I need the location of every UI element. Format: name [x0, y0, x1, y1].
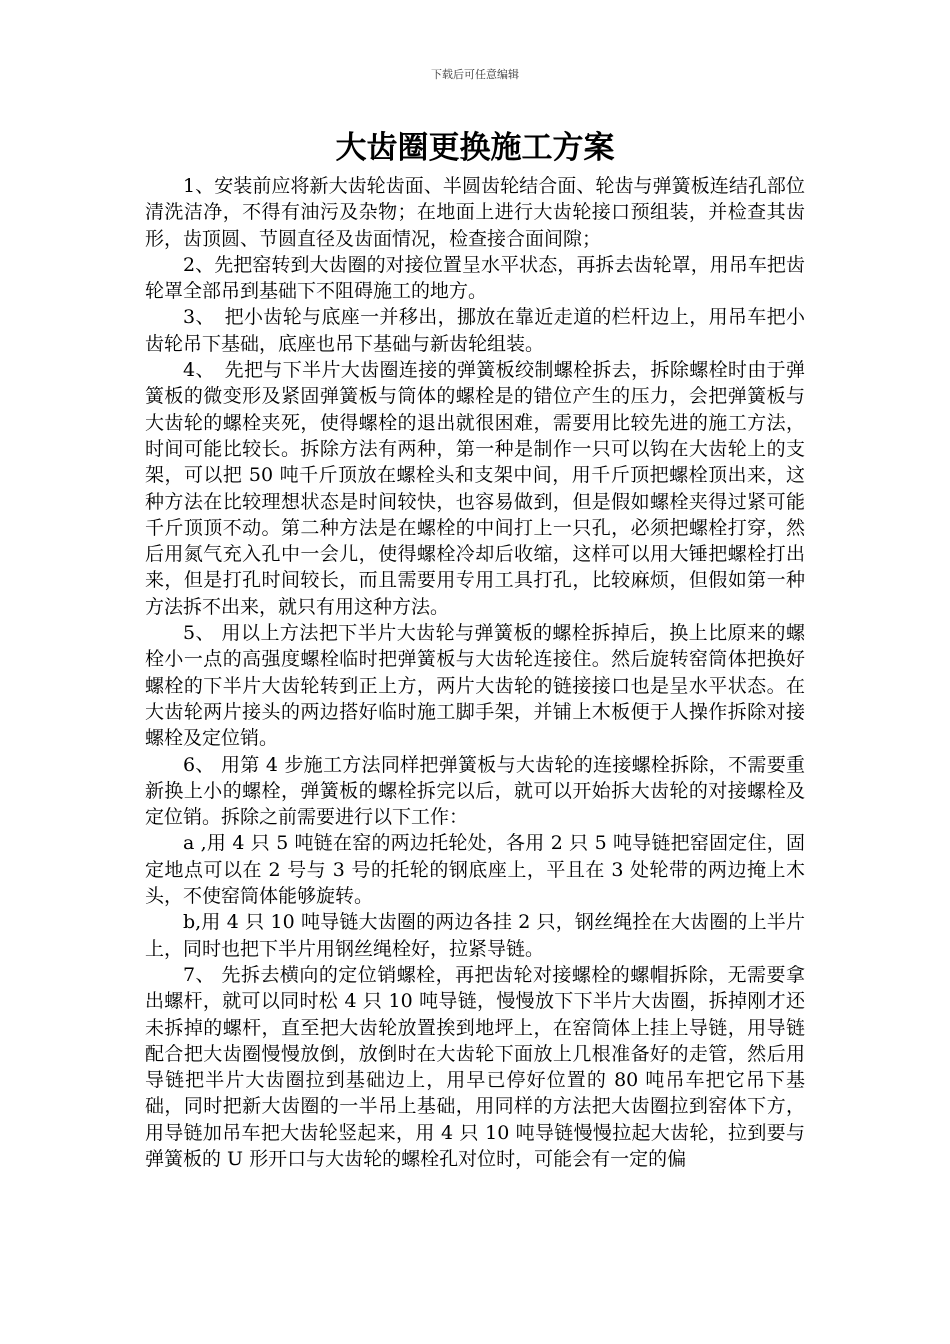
paragraph-step-5: 5、 用以上方法把下半片大齿轮与弹簧板的螺栓拆掉后，换上比原来的螺栓小一点的高强度螺栓临时把弹簧板与大齿轮连接住。然后旋转窑筒体把换好螺栓的下半片大齿轮转到正上方，两片大齿轮的链接接口也是呈水平状态。在大齿轮两片接头的两边搭好临时施工脚手架，并铺上木板便于人操作拆除对接螺栓及定位销。 — [145, 622, 805, 750]
document-title: 大齿圈更换施工方案 — [335, 130, 615, 166]
header-note: 下载后可任意编辑 — [431, 68, 519, 81]
paragraph-step-6: 6、 用第 4 步施工方法同样把弹簧板与大齿轮的连接螺栓拆除，不需要重新换上小的螺栓，弹簧板的螺栓拆完以后，就可以开始拆大齿轮的对接螺栓及定位销。拆除之前需要进行以下工作： — [145, 753, 805, 829]
paragraph-step-7: 7、 先拆去横向的定位销螺栓，再把齿轮对接螺栓的螺帽拆除，无需要拿出螺杆，就可以同时松 4 只 10 吨导链，慢慢放下下半片大齿圈，拆掉刚才还未拆掉的螺杆，直至把大齿轮放置挨到地坪上，在窑筒体上挂上导链，用导链配合把大齿圈慢慢放倒，放倒时在大齿轮下面放上几根准备好的走管，然后用导链把半片大齿圈拉到基础边上，用早已停好位置的 80 吨吊车把它吊下基础，同时把新大齿圈的一半吊上基础，用同样的方法把大齿圈拉到窑体下方，用导链加吊车把大齿轮竖起来，用 4 只 10 吨导链慢慢拉起大齿轮，拉到要与弹簧板的 U 形开口与大齿轮的螺栓孔对位时，可能会有一定的偏 — [145, 963, 805, 1170]
paragraph-step-2: 2、先把窑转到大齿圈的对接位置呈水平状态，再拆去齿轮罩，用吊车把齿轮罩全部吊到基础下不阻碍施工的地方。 — [145, 253, 805, 303]
paragraph-step-3: 3、 把小齿轮与底座一并移出，挪放在靠近走道的栏杆边上，用吊车把小齿轮吊下基础，底座也吊下基础与新齿轮组装。 — [145, 306, 805, 355]
paragraph-step-6a: a ,用 4 只 5 吨链在窑的两边托轮处，各用 2 只 5 吨导链把窑固定住，固定地点可以在 2 号与 3 号的托轮的钢底座上，平且在 3 处轮带的两边掩上木头，不使窑筒体能够旋转。 — [145, 832, 805, 908]
document-body — [145, 173, 805, 1172]
paragraph-step-4: 4、 先把与下半片大齿圈连接的弹簧板绞制螺栓拆去，拆除螺栓时由于弹簧板的微变形及紧固弹簧板与筒体的螺栓是的错位产生的压力，会把弹簧板与大齿轮的螺栓夹死，使得螺栓的退出就很困难，需要用比较先进的施工方法，时间可能比较长。拆除方法有两种，第一种是制作一只可以钩在大齿轮上的支架，可以把 50 吨千斤顶放在螺栓头和支架中间，用千斤顶把螺栓顶出来，这种方法在比较理想状态是时间较快，也容易做到，但是假如螺栓夹得过紧可能千斤顶顶不动。第二种方法是在螺栓的中间打上一只孔，必须把螺栓打穿，然后用氮气充入孔中一会儿，使得螺栓冷却后收缩，这样可以用大锤把螺栓打出来，但是打孔时间较长，而且需要用专用工具打孔，比较麻烦，但假如第一种方法拆不出来，就只有用这种方法。 — [145, 359, 805, 618]
paragraph-step-6b: b,用 4 只 10 吨导链大齿圈的两边各挂 2 只，钢丝绳拴在大齿圈的上半片上，同时也把下半片用钢丝绳栓好，拉紧导链。 — [145, 911, 805, 960]
paragraph-step-1: 1、安装前应将新大齿轮齿面、半圆齿轮结合面、轮齿与弹簧板连结孔部位清洗洁净，不得有油污及杂物；在地面上进行大齿轮接口预组装，并检查其齿形，齿顶圆、节圆直径及齿面情况，检查接合面间隙； — [145, 175, 805, 250]
